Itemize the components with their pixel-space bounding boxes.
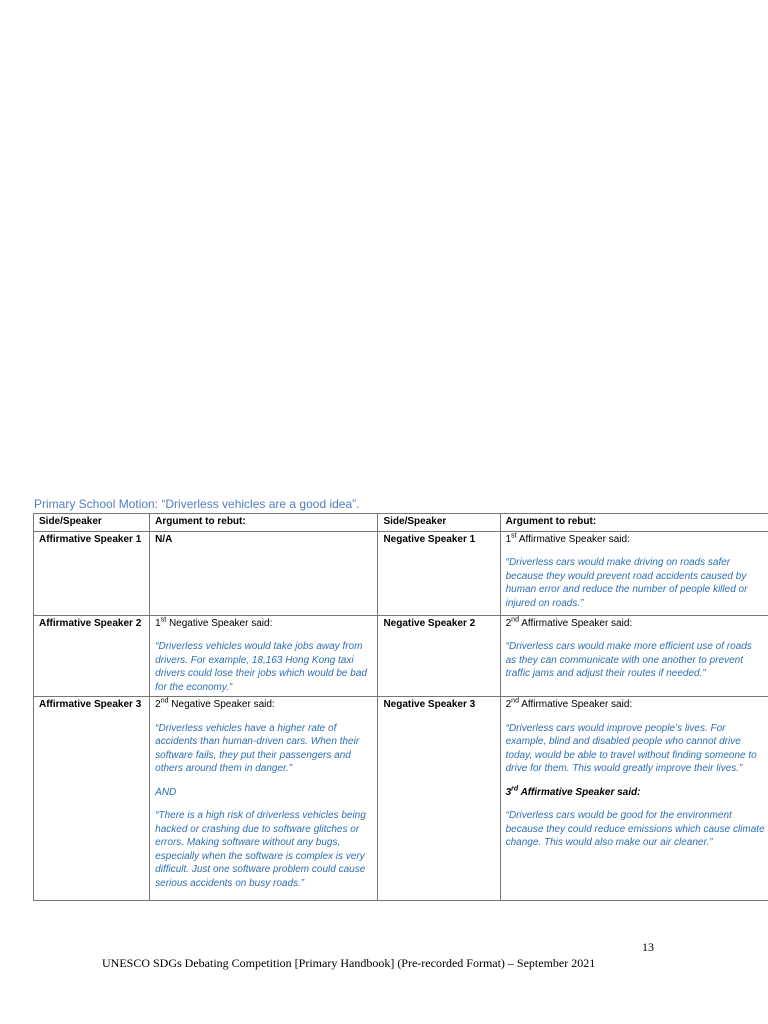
header-side-speaker: Side/Speaker — [378, 514, 500, 532]
argument-quote: “Driverless vehicles have a higher rate of accidents than human-driven cars. When their software fails, they put their passengers and others around them in danger.” — [155, 722, 360, 774]
argument-quote: “Driverless cars would be good for the environment because they could reduce emissions which cause climate change. This would also make our air cleaner.” — [505, 810, 765, 848]
table-header-row — [34, 514, 768, 532]
said-line: 3rd Affirmative Speaker said: — [505, 785, 641, 798]
rebuttal-table — [33, 513, 768, 901]
argument-cell — [500, 697, 768, 901]
argument-cell — [150, 615, 378, 697]
speaker-cell: Affirmative Speaker 2 — [34, 615, 150, 697]
header-argument: Argument to rebut: — [500, 514, 768, 532]
argument-cell — [150, 531, 378, 615]
argument-quote: “There is a high risk of driverless vehicles being hacked or crashing due to software glitches or errors. Making software without any bugs, especially when the software is complex is very difficult. Just one software problem could cause serious accidents on busy roads.” — [155, 810, 366, 889]
speaker-cell: Negative Speaker 2 — [378, 615, 500, 697]
argument-quote: “Driverless cars would make more efficient use of roads as they can communicate with one another to prevent traffic jams and adjust their routes if needed.” — [505, 641, 752, 679]
table-caption: Primary School Motion: “Driverless vehicles are a good idea”. — [34, 497, 360, 511]
speaker-cell: Affirmative Speaker 1 — [34, 531, 150, 615]
said-line: 2nd Affirmative Speaker said: — [505, 697, 633, 710]
header-side-speaker: Side/Speaker — [34, 514, 150, 532]
argument-cell — [500, 615, 768, 697]
argument-quote: “Driverless cars would make driving on roads safer because they would prevent road accidents caused by human error and reduce the number of people killed or injured on roads.” — [505, 557, 748, 609]
argument-cell — [500, 531, 768, 615]
page-footer: UNESCO SDGs Debating Competition [Primary Handbook] (Pre-recorded Format) – September 2021 — [102, 956, 596, 970]
table-row — [34, 531, 768, 615]
argument-quote: “Driverless cars would improve people’s lives. For example, blind and disabled people who cannot drive today, would be able to travel without finding someone to drive for them. This would greatly improve their lives.” — [505, 722, 757, 774]
page-number: 13 — [642, 940, 654, 954]
argument-quote: “Driverless vehicles would take jobs away from drivers. For example, 18,163 Hong Kong taxi drivers could lose their jobs which would be bad for the economy.” — [155, 641, 367, 693]
argument-cell — [150, 697, 378, 901]
and-separator: AND — [155, 786, 177, 798]
said-line: 2nd Negative Speaker said: — [155, 697, 275, 710]
speaker-cell: Affirmative Speaker 3 — [34, 697, 150, 901]
table-row — [34, 697, 768, 901]
header-argument: Argument to rebut: — [150, 514, 378, 532]
speaker-cell: Negative Speaker 3 — [378, 697, 500, 901]
said-line: 2nd Affirmative Speaker said: — [505, 616, 633, 629]
said-line: 1st Negative Speaker said: — [155, 616, 273, 629]
table-row — [34, 615, 768, 697]
speaker-cell: Negative Speaker 1 — [378, 531, 500, 615]
said-line: 1st Affirmative Speaker said: — [505, 532, 630, 545]
argument-text: N/A — [155, 533, 173, 545]
